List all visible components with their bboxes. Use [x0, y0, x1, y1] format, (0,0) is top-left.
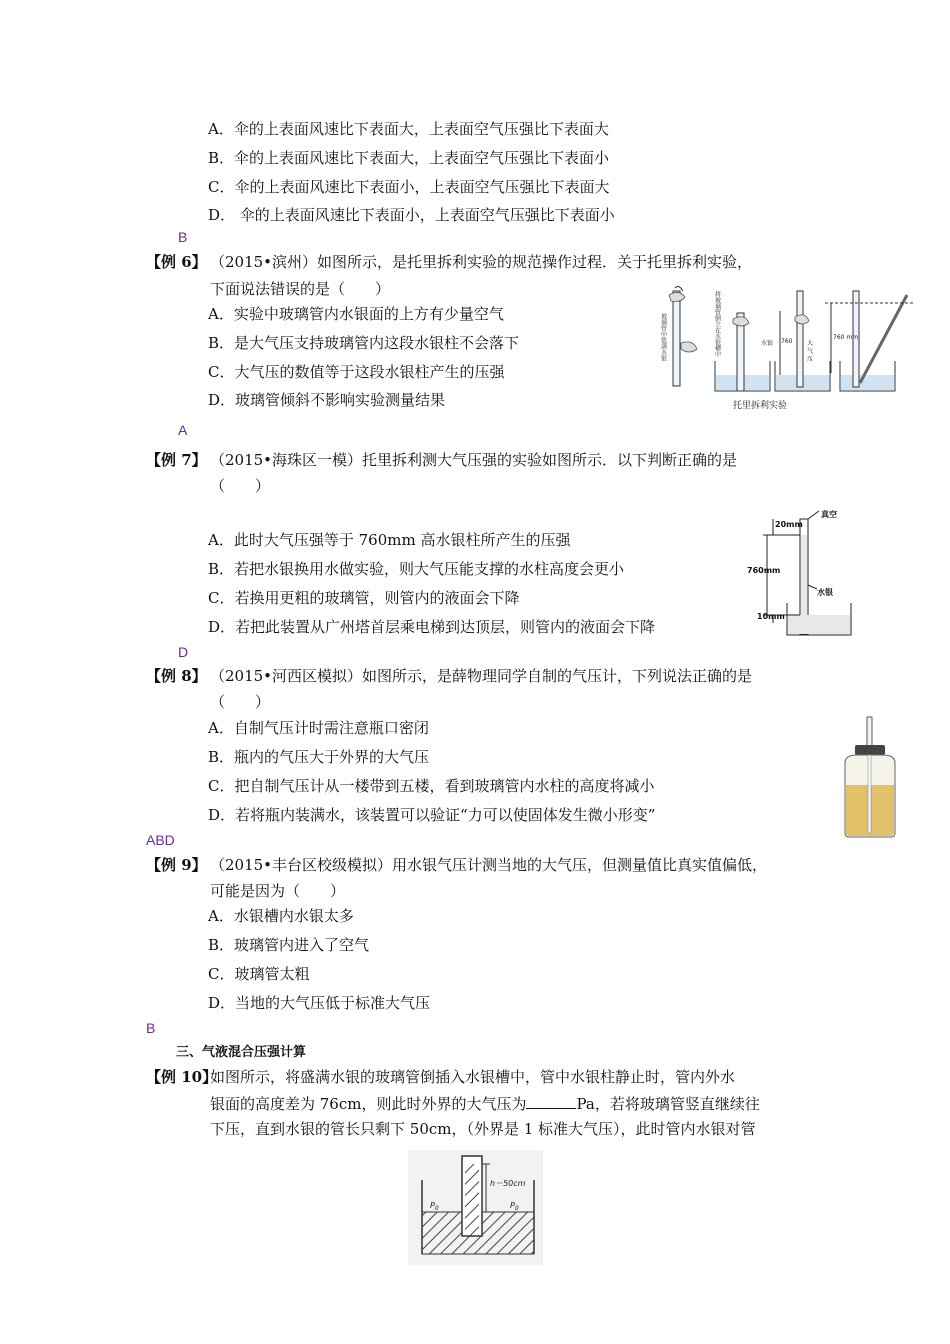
- fig6-air-3: 压: [807, 356, 814, 363]
- q7-option-d: D．若把此装置从广州塔首层乘电梯到达顶层，则管内的液面会下降: [208, 618, 656, 636]
- q7-option-c: C．若换用更粗的玻璃管，则管内的液面会下降: [208, 589, 520, 607]
- fig7-mid-label: 760mm: [747, 566, 781, 575]
- fig10-p0-left-sub: 0: [434, 1205, 439, 1212]
- q5-option-b: B．伞的上表面风速比下表面大，上表面空气压强比下表面小: [208, 149, 610, 167]
- fig6-mm-label: 760: [781, 338, 793, 345]
- q6-option-c: C．大气压的数值等于这段水银柱产生的压强: [208, 363, 505, 381]
- q8-stem-line2: （ ）: [210, 693, 271, 711]
- q5-option-c: C．伞的上表面风速比下表面小，上表面空气压强比下表面大: [208, 178, 610, 196]
- q10-stem-line3: 下压，直到水银的管长只剩下 50cm，（外界是 1 标准大气压），此时管内水银对管: [210, 1120, 756, 1138]
- q9-option-a: A．水银槽内水银太多: [208, 907, 354, 925]
- fig6-vertical-text-2: 将玻璃管倒立在水银槽中: [713, 291, 721, 357]
- q10-stem-line2b: Pa，若将玻璃管竖直继续往: [576, 1095, 760, 1113]
- fig10-p0-right-symbol: P: [510, 1201, 515, 1210]
- q9-label: 【例 9】: [146, 856, 207, 874]
- fig6-caption: 托里拆利实验: [733, 401, 788, 411]
- q8-option-c: C．把自制气压计从一楼带到五楼，看到玻璃管内水柱的高度将减小: [208, 777, 655, 795]
- fig6-hg-label: 水银: [761, 340, 774, 347]
- fig10-height-label: h＝50cm: [490, 1179, 526, 1188]
- q7-stem-line2: （ ）: [210, 477, 271, 495]
- q5-option-d: D． 伞的上表面风速比下表面小，上表面空气压强比下表面小: [208, 206, 615, 224]
- q9-option-d: D．当地的大气压低于标准大气压: [208, 994, 431, 1012]
- q6-option-a: A．实验中玻璃管内水银面的上方有少量空气: [208, 305, 504, 323]
- q5-option-a: A．伞的上表面风速比下表面大，上表面空气压强比下表面大: [208, 120, 609, 138]
- barometer-tube-figure: [745, 505, 860, 640]
- fig7-vacuum-label: 真空: [821, 510, 837, 519]
- q8-option-a: A．自制气压计时需注意瓶口密闭: [208, 719, 429, 737]
- q6-option-b: B．是大气压支持玻璃管内这段水银柱不会落下: [208, 334, 520, 352]
- q9-option-b: B．玻璃管内进入了空气: [208, 936, 370, 954]
- q9-option-c: C．玻璃管太粗: [208, 965, 310, 983]
- q6-answer: A: [178, 422, 188, 438]
- q7-stem-line1: （2015•海珠区一模）托里拆利测大气压强的实验如图所示．以下判断正确的是: [210, 451, 738, 469]
- fig7-bot-label: 10mm: [757, 612, 785, 621]
- q9-stem-line1: （2015•丰台区校级模拟）用水银气压计测当地的大气压，但测量值比真实值偏低，: [210, 856, 768, 874]
- homemade-barometer-figure: [835, 715, 910, 840]
- fig6-mm-label-2: 760 mm: [833, 334, 859, 341]
- q7-label: 【例 7】: [146, 451, 207, 469]
- fig7-top-label: 20mm: [775, 520, 803, 529]
- q6-stem-line2: 下面说法错误的是（ ）: [210, 280, 391, 298]
- q7-option-a: A．此时大气压强等于 760mm 高水银柱所产生的压强: [208, 531, 571, 549]
- q8-stem-line1: （2015•河西区模拟）如图所示，是薛物理同学自制的气压计，下列说法正确的是: [210, 667, 753, 685]
- q6-stem-line1: （2015•滨州）如图所示，是托里拆利实验的规范操作过程．关于托里拆利实验，: [210, 253, 753, 271]
- q10-label: 【例 10】: [146, 1068, 218, 1086]
- q9-stem-line2: 可能是因为（ ）: [210, 882, 346, 900]
- fig6-air-1: 大: [807, 340, 814, 347]
- q6-option-d: D．玻璃管倾斜不影响实验测量结果: [208, 391, 446, 409]
- q9-answer: B: [146, 1020, 156, 1036]
- q7-answer: D: [178, 644, 189, 660]
- torricelli-experiment-figure: [655, 283, 920, 413]
- q5-answer: B: [178, 229, 188, 245]
- q8-option-b: B．瓶内的气压大于外界的大气压: [208, 748, 430, 766]
- mercury-trough-figure: [408, 1150, 543, 1265]
- fig7-hg-label: 水银: [817, 588, 833, 597]
- fig10-p0-left-symbol: P: [430, 1201, 435, 1210]
- answer-blank[interactable]: [526, 1093, 576, 1109]
- q8-answer: ABD: [146, 832, 175, 848]
- q10-stem-line2a: 银面的高度差为 76cm，则此时外界的大气压为: [210, 1095, 527, 1113]
- q10-stem-line1: 如图所示，将盛满水银的玻璃管倒插入水银槽中，管中水银柱静止时，管内外水: [210, 1068, 736, 1086]
- fig6-vertical-text-1: 玻璃管中装满水银: [659, 313, 667, 361]
- q8-label: 【例 8】: [146, 667, 207, 685]
- q10-stem-line2: [210, 1093, 760, 1114]
- fig6-air-2: 气: [807, 348, 814, 355]
- q6-label: 【例 6】: [146, 253, 207, 271]
- section-heading: 三、气液混合压强计算: [176, 1045, 307, 1060]
- fig10-p0-right-sub: 0: [514, 1205, 519, 1212]
- q7-option-b: B．若把水银换用水做实验，则大气压能支撑的水柱高度会更小: [208, 560, 625, 578]
- q8-option-d: D．若将瓶内装满水，该装置可以验证“力可以使固体发生微小形变”: [208, 806, 656, 824]
